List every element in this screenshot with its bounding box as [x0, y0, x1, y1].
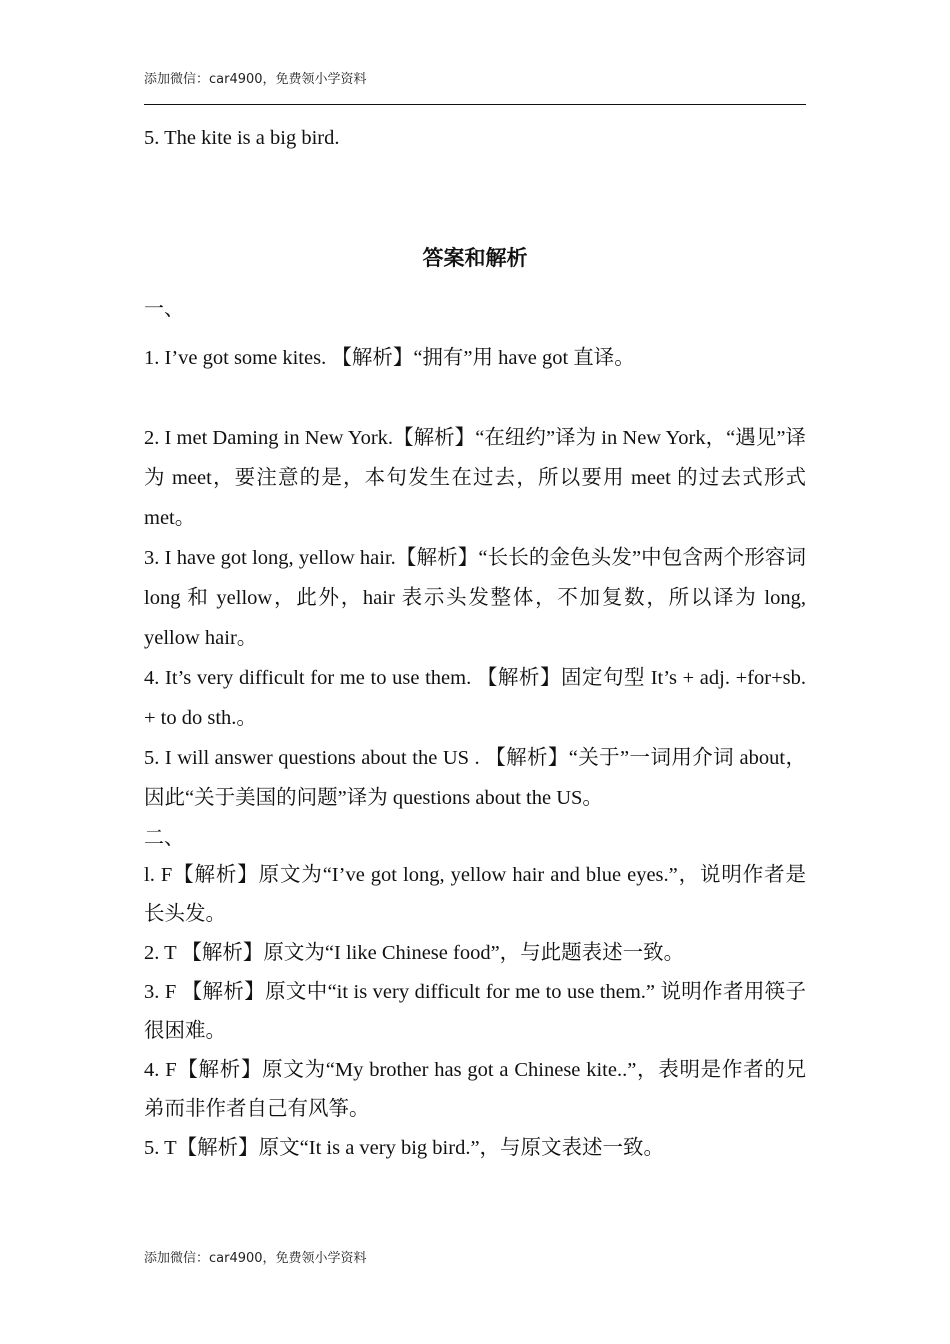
- answer-item: 4. It’s very difficult for me to use them. 【解析】固定句型 It’s + adj. +for+sb. + to do sth.。: [144, 667, 806, 729]
- answer-item: 5. I will answer questions about the US . 【解析】“关于”一词用介词 about，因此“关于美国的问题”译为 questions about the US。: [144, 747, 806, 809]
- footer-note: 添加微信：car4900，免费领小学资料: [144, 1251, 367, 1266]
- document-body: [144, 118, 806, 1168]
- answer-item: 5. T【解析】原文“It is a very big bird.”，与原文表述一致。: [144, 1137, 665, 1159]
- header-divider: [144, 104, 806, 105]
- answer-item: 2. T 【解析】原文为“I like Chinese food”，与此题表述一致。: [144, 942, 685, 964]
- header-note: 添加微信：car4900，免费领小学资料: [144, 72, 367, 87]
- answer-item: 3. I have got long, yellow hair.【解析】“长长的金色头发”中包含两个形容词 long 和 yellow，此外，hair 表示头发整体，不加复数，所以译为 long, yellow hair。: [144, 547, 806, 649]
- answers-title: 答案和解析: [422, 246, 528, 270]
- part2-label: 二、: [144, 825, 184, 849]
- question-5: 5. The kite is a big bird.: [144, 127, 340, 149]
- part1-label: 一、: [144, 296, 184, 320]
- spacer: [144, 158, 806, 238]
- answer-item: 4. F【解析】原文为“My brother has got a Chinese kite..”，表明是作者的兄弟而非作者自己有风筝。: [144, 1059, 806, 1120]
- answer-item: 1. I’ve got some kites. 【解析】“拥有”用 have got 直译。: [144, 347, 635, 369]
- answer-item: 3. F 【解析】原文中“it is very difficult for me to use them.” 说明作者用筷子很困难。: [144, 981, 806, 1042]
- answer-item: l. F【解析】原文为“I’ve got long, yellow hair and blue eyes.”，说明作者是长头发。: [144, 864, 806, 925]
- answer-item: 2. I met Daming in New York.【解析】“在纽约”译为 in New York，“遇见”译为 meet，要注意的是，本句发生在过去，所以要用 meet 的过去式形式 met。: [144, 427, 806, 529]
